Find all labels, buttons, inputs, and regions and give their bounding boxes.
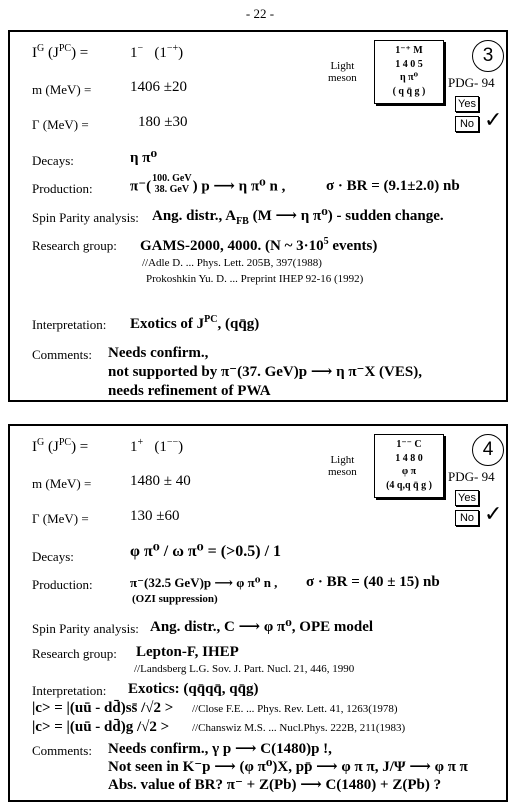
card-number-badge: 4: [472, 434, 504, 466]
decays-value: φ π⁰ / ω π⁰ = (>0.5) / 1: [130, 543, 282, 560]
research-group-value: Lepton-F, IHEP: [136, 644, 239, 660]
reference-1: //Landsberg L.G. Sov. J. Part. Nucl. 21, 446, 1990: [134, 663, 355, 675]
mass-label: m (MeV) =: [32, 476, 92, 491]
interpretation-value: Exotics: (qq̄qq̄, qq̄g): [128, 681, 259, 697]
light-meson-label: Light meson: [328, 454, 357, 478]
research-group-value: GAMS-2000, 4000. (N ~ $3\cdot 10^5$ events): [140, 236, 378, 254]
production-label: Production:: [32, 181, 93, 196]
interpretation-label: Interpretation:: [32, 317, 107, 332]
interpretation-state-1: |c> = |(uū - dd̄)ss̄ /√2 >: [32, 700, 174, 716]
meson-card-1405: [8, 30, 508, 402]
quantum-numbers-label: $I^G$ $(J^{PC})$ =: [32, 43, 89, 61]
production-cross-section: σ · BR = (40 ± 15) nb: [306, 574, 440, 590]
comment-line-3: Abs. value of BR? π⁻ + Z(Pb) ⟶ C(1480) + Z(Pb) ?: [108, 777, 442, 793]
checkmark-icon: ✓: [484, 502, 503, 527]
pdg-label: PDG- 94: [448, 469, 495, 484]
meson-summary-box: 1⁻⁻ C 1 4 8 0 φ π (4 q,q q̄ g ): [374, 434, 444, 498]
mass-value: 1406 ±20: [130, 79, 187, 95]
spin-parity-label: Spin Parity analysis:: [32, 210, 139, 225]
yes-button[interactable]: Yes: [455, 490, 479, 506]
comment-line-2: Not seen in K⁻p ⟶ (φ π⁰)X, pp̄ ⟶ φ π π, J/Ψ ⟶ φ π π: [108, 759, 468, 775]
card-number-badge: 3: [472, 40, 504, 72]
reference-2: Prokoshkin Yu. D. ... Preprint IHEP 92-16 (1992): [146, 273, 364, 285]
production-cross-section: σ · BR = (9.1±2.0) nb: [326, 178, 460, 194]
decays-label: Decays:: [32, 549, 74, 564]
pdg-label: PDG- 94: [448, 75, 495, 90]
interpretation-ref-2: //Chanswiz M.S. ... Nucl.Phys. 222B, 211(1983): [192, 722, 406, 734]
comment-line-1: Needs confirm., γ p ⟶ C(1480)p !,: [108, 741, 332, 757]
quantum-numbers-value: 1+ (1−−): [130, 437, 184, 455]
spin-parity-value: Ang. distr., $A_{FB}$ (M ⟶ η π⁰) - sudden change.: [152, 208, 444, 227]
quantum-numbers-value: 1− (1−+): [130, 43, 184, 61]
width-value: 130 ±60: [130, 508, 180, 524]
production-label: Production:: [32, 577, 93, 592]
light-meson-label: Light meson: [328, 60, 357, 84]
mass-label: m (MeV) =: [32, 82, 92, 97]
meson-card-1480: [8, 424, 508, 802]
checkmark-icon: ✓: [484, 108, 503, 133]
reference-1: //Adle D. ... Phys. Lett. 205B, 397(1988): [142, 257, 322, 269]
production-value: π⁻(32.5 GeV)p ⟶ φ π⁰ n ,: [130, 575, 278, 590]
interpretation-label: Interpretation:: [32, 683, 107, 698]
width-label: Γ (MeV) =: [32, 117, 89, 132]
no-button[interactable]: No: [455, 510, 479, 526]
meson-summary-box: 1⁻⁺ M 1 4 0 5 η π⁰ ( q q̄ g ): [374, 40, 444, 104]
comments-label: Comments:: [32, 743, 92, 758]
interpretation-state-2: |c> = |(uū - dd̄)g /√2 >: [32, 719, 170, 735]
comment-line-1: Needs confirm.,: [108, 345, 209, 361]
yes-button[interactable]: Yes: [455, 96, 479, 112]
page-number: - 22 -: [245, 6, 275, 21]
comment-line-3: needs refinement of PWA: [108, 383, 271, 399]
production-value: π⁻( 100. GeV 38. GeV ) p ⟶ η π⁰ n ,: [130, 173, 286, 195]
comment-line-2: not supported by π⁻(37. GeV)p ⟶ η π⁻X (VES),: [108, 364, 422, 380]
comments-label: Comments:: [32, 347, 92, 362]
decays-value: η π⁰: [130, 150, 158, 166]
spin-parity-label: Spin Parity analysis:: [32, 621, 139, 636]
interpretation-value: Exotics of $J^{PC}$, (qq̄g): [130, 314, 260, 332]
quantum-numbers-label: $I^G$ $(J^{PC})$ =: [32, 437, 89, 455]
no-button[interactable]: No: [455, 116, 479, 132]
research-group-label: Research group:: [32, 238, 117, 253]
mass-value: 1480 ± 40: [130, 473, 191, 489]
spin-parity-value: Ang. distr., C ⟶ φ π⁰, OPE model: [150, 619, 374, 635]
interpretation-ref-1: //Close F.E. ... Phys. Rev. Lett. 41, 1263(1978): [192, 703, 398, 715]
production-note: (OZI suppression): [132, 593, 218, 605]
width-label: Γ (MeV) =: [32, 511, 89, 526]
research-group-label: Research group:: [32, 646, 117, 661]
width-value: 180 ±30: [138, 114, 188, 130]
decays-label: Decays:: [32, 153, 74, 168]
